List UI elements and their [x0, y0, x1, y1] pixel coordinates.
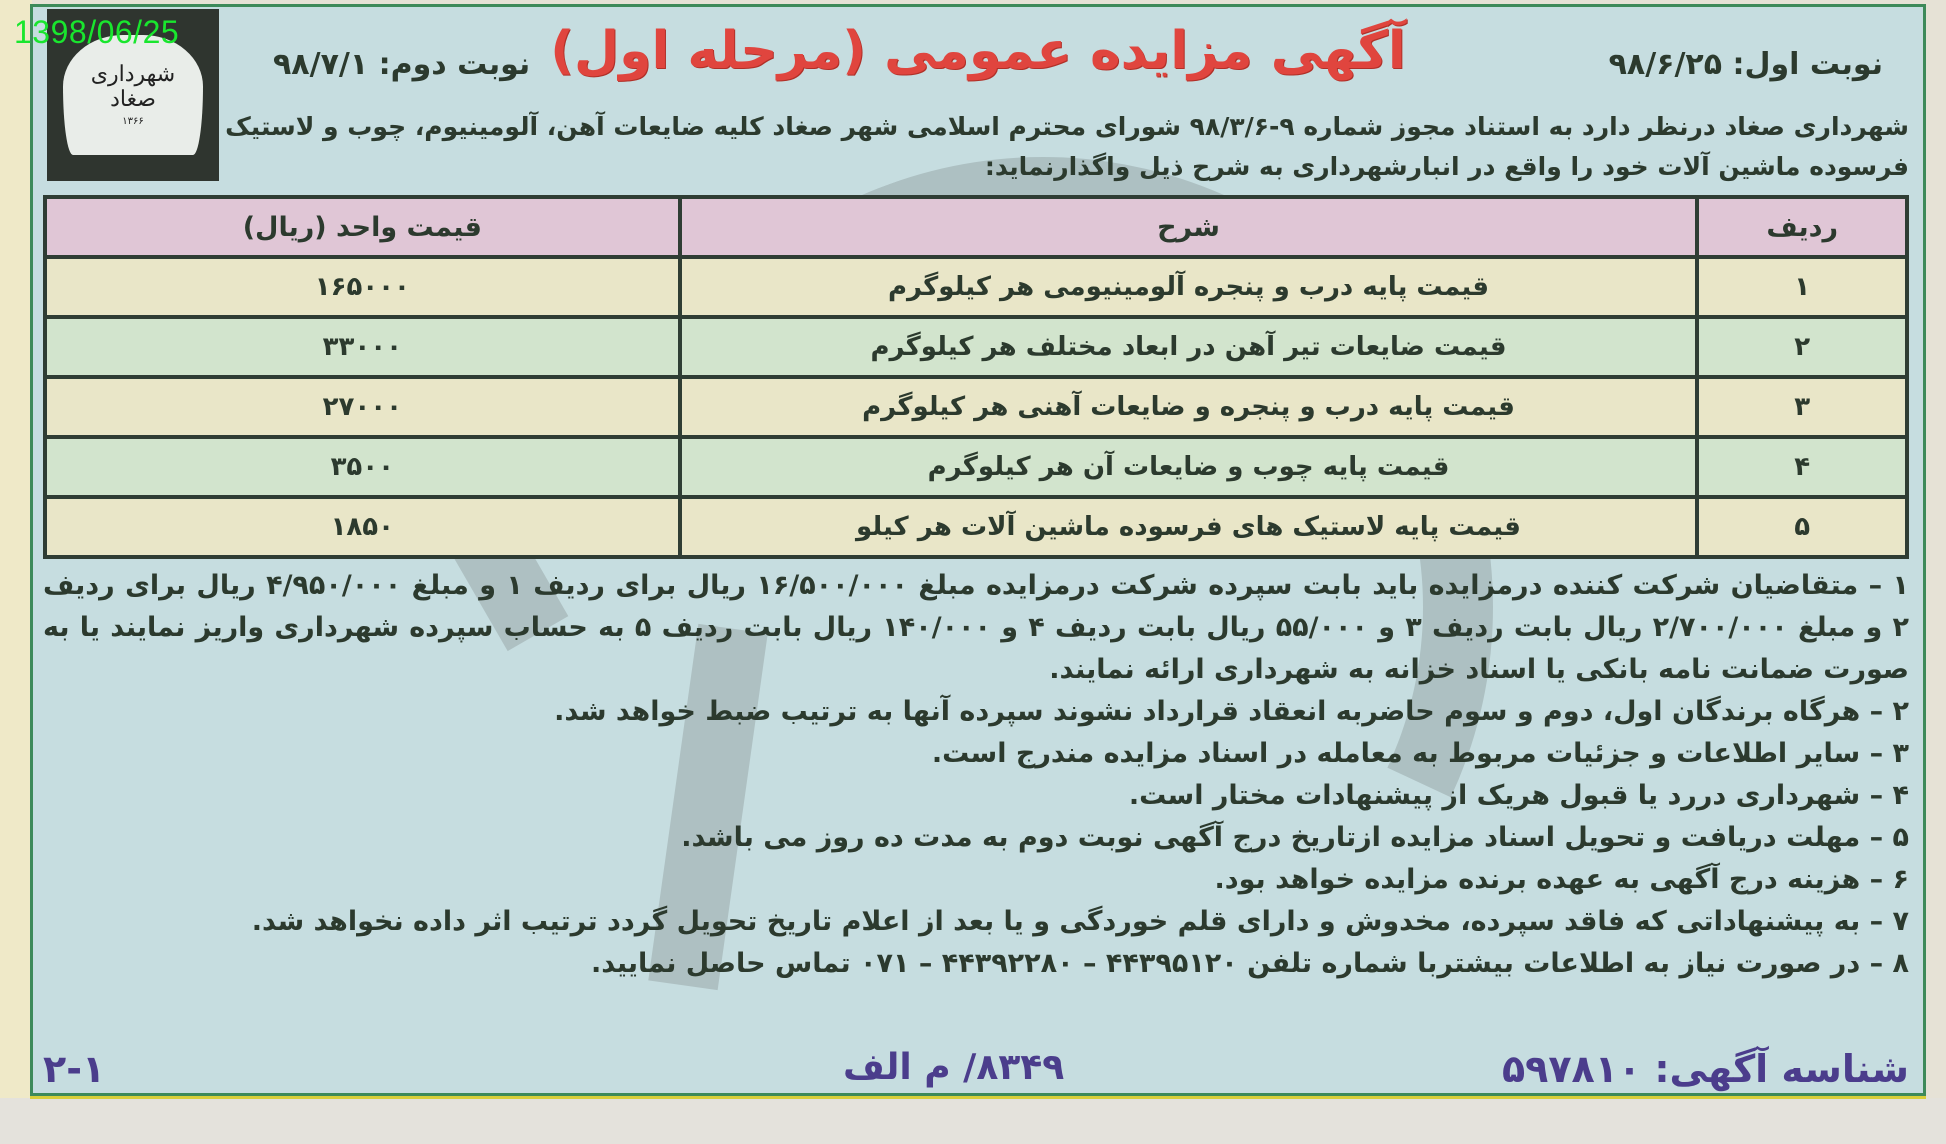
table-row — [45, 257, 1907, 317]
logo-text-1: شهرداری — [90, 62, 176, 88]
notes-list — [43, 565, 1909, 985]
note-item: ۷ – به پیشنهاداتی که فاقد سپرده، مخدوش و دارای قلم خوردگی و یا بعد از اعلام تاریخ تحویل گردد ترتیب اثر داده نخواهد شد. — [251, 906, 1909, 937]
row-price: ۱۸۵۰ — [45, 497, 680, 557]
row-price: ۳۵۰۰ — [45, 437, 680, 497]
issue-first-label: نوبت اول: — [1732, 47, 1883, 82]
row-price: ۱۶۵۰۰۰ — [45, 257, 680, 317]
issue-second-label: نوبت دوم: — [378, 47, 531, 82]
page-code: ۲-۱ — [43, 1047, 106, 1091]
issue-first-date: ۹۸/۶/۲۵ — [1608, 47, 1723, 82]
logo-text-2: صغاد — [110, 86, 156, 112]
note-item: ۲ – هرگاه برندگان اول، دوم و سوم حاضربه انعقاد قرارداد نشوند سپرده آنها به ترتیب ضبط خواهد شد. — [554, 696, 1909, 727]
note-item: ۱ – متقاضیان شرکت کننده درمزایده باید بابت سپرده شرکت درمزایده مبلغ ۱۶/۵۰۰/۰۰۰ ریال برای ردیف ۱ و مبلغ ۴/۹۵۰/۰۰۰ ریال برای ردیف ۲ و مبلغ ۲/۷۰۰/۰۰۰ ریال بابت ردیف ۳ و ۵۵/۰۰۰ ریال بابت ردیف ۴ و ۱۴۰/۰۰۰ ریال بابت ردیف ۵ به حساب سپرده شهرداری واریز نمایند یا به صورت ضمانت نامه بانکی یا اسناد خزانه به شهرداری ارائه نمایند. — [43, 570, 1909, 685]
issue-first — [1609, 47, 1883, 82]
note-item: ۴ – شهرداری دررد یا قبول هریک از پیشنهادات مختار است. — [1128, 780, 1909, 811]
row-description: قیمت پایه درب و پنجره و ضایعات آهنی هر کیلوگرم — [680, 377, 1698, 437]
row-description: قیمت پایه لاستیک های فرسوده ماشین آلات هر کیلو — [680, 497, 1698, 557]
table-row — [45, 437, 1907, 497]
date-stamp: 1398/06/25 — [14, 14, 180, 50]
row-number: ۵ — [1697, 497, 1907, 557]
table-header-row — [45, 197, 1907, 257]
issue-second — [273, 47, 530, 82]
header-unit-price: قیمت واحد (ریال) — [45, 197, 680, 257]
logo-emblem — [63, 35, 203, 155]
logo-year: ۱۳۶۶ — [122, 115, 144, 127]
page-margin-bottom — [0, 1098, 1946, 1144]
auction-notice — [30, 4, 1926, 1096]
notice-footer — [43, 1047, 1909, 1096]
row-number: ۲ — [1697, 317, 1907, 377]
row-description: قیمت پایه چوب و ضایعات آن هر کیلوگرم — [680, 437, 1698, 497]
header-row-number: ردیف — [1697, 197, 1907, 257]
row-number: ۳ — [1697, 377, 1907, 437]
row-description: قیمت پایه درب و پنجره آلومینیومی هر کیلوگرم — [680, 257, 1698, 317]
row-description: قیمت ضایعات تیر آهن در ابعاد مختلف هر کیلوگرم — [680, 317, 1698, 377]
issue-second-date: ۹۸/۷/۱ — [273, 47, 369, 82]
note-item: ۳ – سایر اطلاعات و جزئیات مربوط به معامله در اسناد مزایده مندرج است. — [931, 738, 1909, 769]
row-number: ۴ — [1697, 437, 1907, 497]
note-item: ۵ – مهلت دریافت و تحویل اسناد مزایده ازتاریخ درج آگهی نوبت دوم به مدت ده روز می باشد. — [681, 822, 1909, 853]
ad-id: شناسه آگهی: ۵۹۷۸۱۰ — [1501, 1047, 1909, 1091]
row-price: ۳۳۰۰۰ — [45, 317, 680, 377]
note-item: ۶ – هزینه درج آگهی به عهده برنده مزایده خواهد بود. — [1214, 864, 1909, 895]
reference-number: ۸۳۴۹/ م الف — [843, 1047, 1065, 1088]
notice-title: آگهی مزایده عمومی (مرحله اول) — [550, 21, 1406, 81]
items-table — [43, 195, 1909, 559]
table-row — [45, 377, 1907, 437]
table-row — [45, 317, 1907, 377]
note-item: ۸ – در صورت نیاز به اطلاعات بیشتربا شماره تلفن ۴۴۳۹۵۱۲۰ – ۴۴۳۹۲۲۸۰ – ۰۷۱ تماس حاصل نمایید. — [590, 948, 1909, 979]
header-description: شرح — [680, 197, 1698, 257]
intro-paragraph: شهرداری صغاد درنظر دارد به استناد مجوز شماره ۹-۹۸/۳/۶ شورای محترم اسلامی شهر صغاد کلیه ضایعات آهن، آلومینیوم، چوب و لاستیک فرسوده ماشین آلات خود را واقع در انبارشهرداری به شرح ذیل واگذارنماید: — [225, 112, 1909, 181]
row-number: ۱ — [1697, 257, 1907, 317]
row-price: ۲۷۰۰۰ — [45, 377, 680, 437]
table-row — [45, 497, 1907, 557]
page-margin-left — [0, 0, 32, 1144]
